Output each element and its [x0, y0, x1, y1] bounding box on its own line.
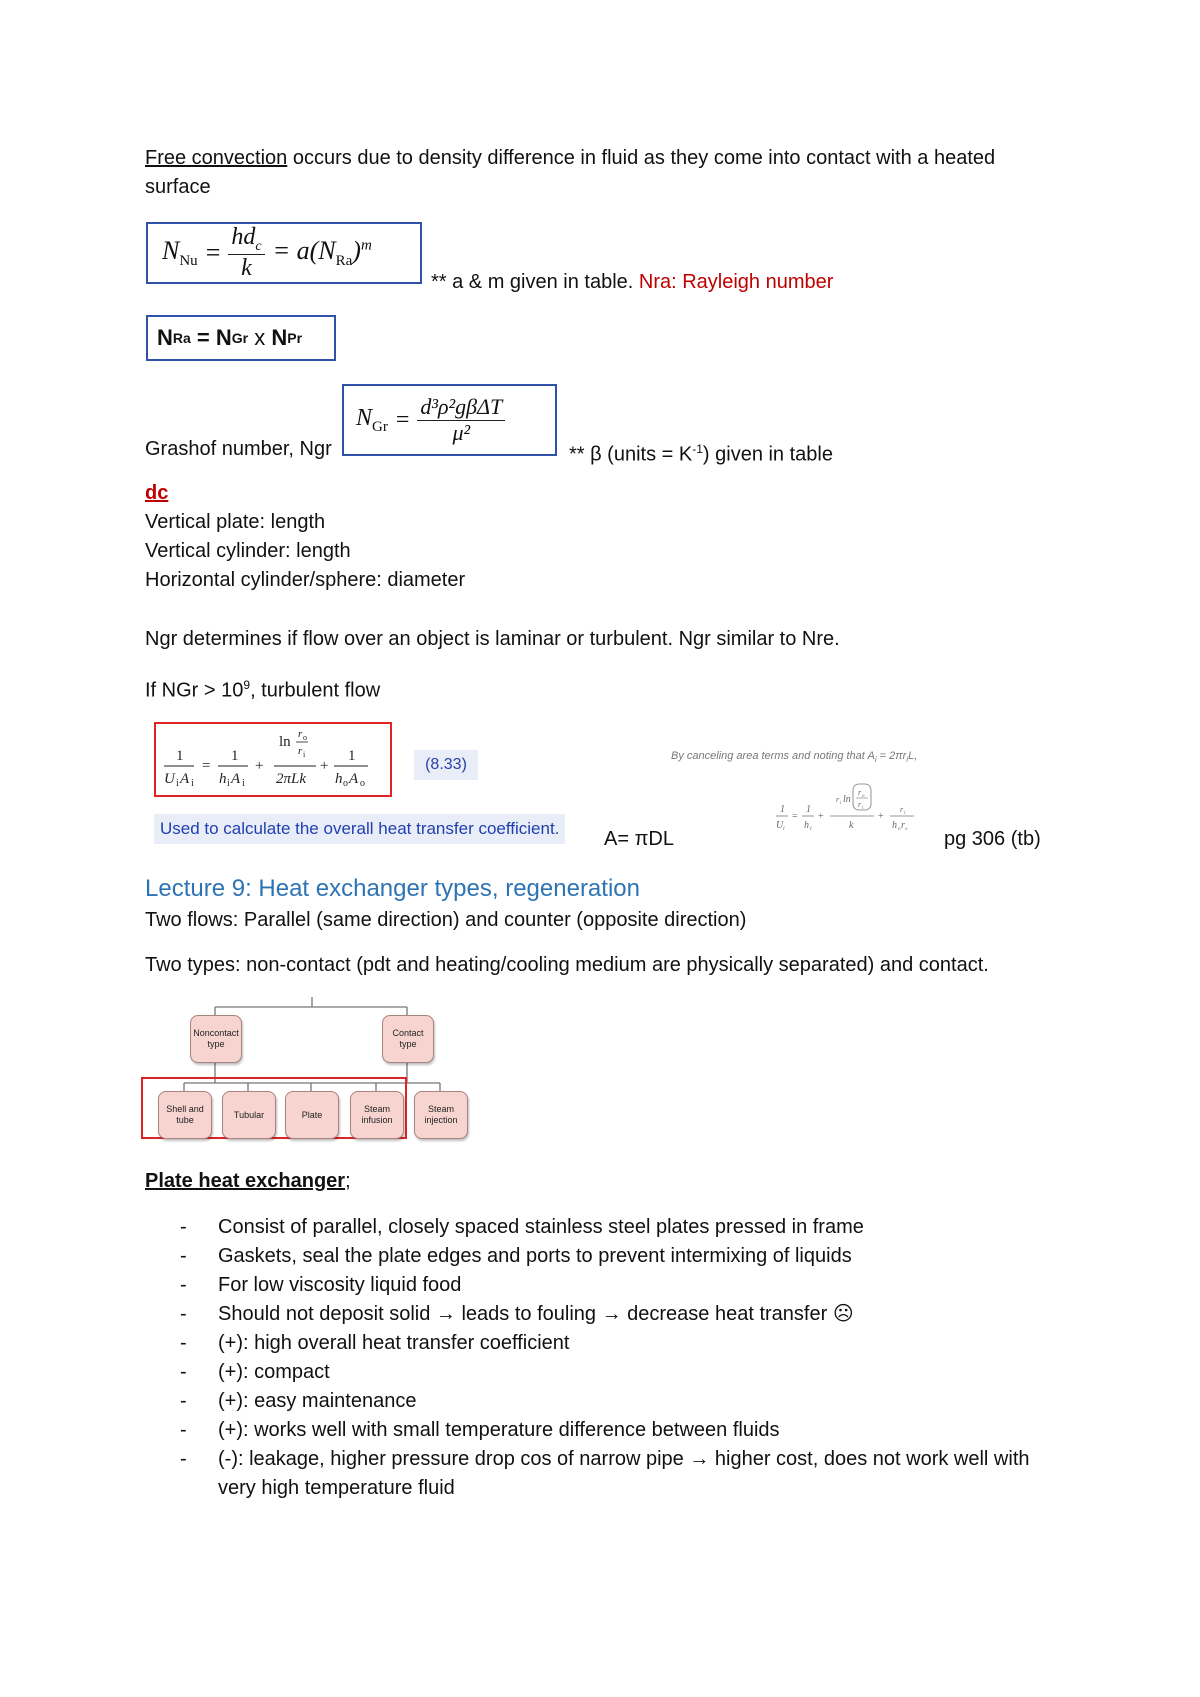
svg-text:A: A	[349, 771, 359, 787]
grashof-label: Grashof number, Ngr	[145, 438, 332, 460]
svg-text:r: r	[858, 800, 862, 809]
bullet-marker: -	[180, 1361, 187, 1383]
rayleigh-eq: =	[190, 325, 216, 350]
svg-text:r: r	[298, 745, 303, 757]
svg-text:o: o	[898, 827, 901, 832]
turbulent-pre: If NGr > 10	[145, 679, 244, 702]
bullet-marker: -	[180, 1419, 187, 1441]
nusselt-note-text: ** a & m given in table.	[431, 271, 639, 293]
nusselt-fraction	[228, 224, 264, 282]
rayleigh-n2: N	[215, 325, 232, 350]
nusselt-num-sub: c	[255, 239, 262, 254]
svg-text:1: 1	[176, 748, 184, 764]
types-line: Two types: non-contact (pdt and heating/cooling medium are physically separated) and contact.	[145, 954, 989, 976]
simplified-equation	[774, 774, 924, 840]
svg-text:+: +	[878, 811, 884, 822]
svg-text:i: i	[904, 811, 906, 816]
canceling-note-post-sub: i	[906, 755, 909, 765]
svg-text:A: A	[231, 771, 241, 787]
overall-equation-box	[154, 722, 392, 797]
dc-item: Vertical plate: length	[145, 511, 326, 533]
grashof-denominator: μ²	[452, 419, 471, 445]
grashof-numerator: d³ρ²gβΔT	[417, 395, 505, 420]
turbulent-line	[145, 671, 380, 706]
nusselt-lhs	[162, 236, 198, 270]
rayleigh-s1: Ra	[172, 330, 191, 346]
svg-text:o: o	[303, 733, 307, 742]
svg-text:ln: ln	[279, 734, 291, 750]
rayleigh-s3: Pr	[287, 330, 303, 346]
svg-text:1: 1	[806, 804, 811, 815]
svg-text:o: o	[862, 794, 865, 799]
bullet-item: For low viscosity liquid food	[218, 1274, 462, 1296]
tree-node-tubular: Tubular	[222, 1091, 276, 1139]
bullet-marker: -	[180, 1216, 187, 1238]
grashof-lhs-n: N	[356, 404, 373, 431]
canceling-note-text: By canceling area terms and noting that A	[671, 750, 875, 762]
svg-text:i: i	[242, 778, 245, 789]
page-reference: pg 306 (tb)	[944, 828, 1041, 850]
bullet-marker: -	[180, 1274, 187, 1296]
svg-text:o: o	[343, 778, 348, 789]
rayleigh-s2: Gr	[231, 330, 249, 346]
lecture-heading: Lecture 9: Heat exchanger types, regeneration	[145, 875, 640, 902]
grashof-note-post: ) given in table	[702, 443, 833, 466]
svg-text:+: +	[255, 758, 264, 774]
bullet-item: Should not deposit solid → leads to fouling → decrease heat transfer ☹	[218, 1303, 854, 1325]
svg-text:i: i	[191, 778, 194, 789]
svg-text:h: h	[335, 771, 343, 787]
ngr-line: Ngr determines if flow over an object is laminar or turbulent. Ngr similar to Nre.	[145, 628, 840, 650]
svg-text:k: k	[849, 820, 854, 831]
dc-heading: dc	[145, 482, 169, 504]
turbulent-sup: 9	[243, 678, 251, 692]
svg-text:1: 1	[348, 748, 356, 764]
svg-text:+: +	[818, 811, 824, 822]
grashof-lhs	[356, 405, 388, 436]
free-convection-text: occurs due to density difference in fluid as they come into contact with a heated	[287, 147, 996, 169]
rayleigh-note: Nra: Rayleigh number	[638, 271, 834, 293]
nusselt-rhs-text: = a(N	[272, 235, 336, 265]
svg-text:A: A	[180, 771, 190, 787]
canceling-note-post: = 2πr	[876, 750, 907, 762]
turbulent-post: , turbulent flow	[250, 679, 381, 702]
tree-node-plate: Plate	[285, 1091, 339, 1139]
svg-text:i: i	[840, 801, 842, 806]
plate-heading: Plate heat exchanger	[145, 1170, 346, 1192]
grashof-note-pre: ** β (units = K	[569, 443, 693, 466]
nusselt-note	[431, 268, 833, 297]
svg-text:i: i	[227, 778, 230, 789]
bullet-item: (+): compact	[218, 1361, 330, 1383]
grashof-fraction	[417, 395, 505, 444]
overall-caption: Used to calculate the overall heat transfer coefficient.	[154, 814, 565, 844]
svg-text:r: r	[900, 805, 904, 814]
nusselt-equation	[146, 222, 422, 284]
bullet-marker: -	[180, 1303, 187, 1325]
nusselt-rhs-exp: m	[360, 237, 372, 254]
free-convection-line	[145, 144, 995, 173]
svg-text:i: i	[810, 826, 812, 832]
canceling-note-sub: i	[874, 755, 877, 765]
rayleigh-n3: N	[271, 325, 288, 350]
svg-text:=: =	[792, 811, 798, 822]
svg-text:1: 1	[231, 748, 239, 764]
svg-text:r: r	[298, 728, 303, 740]
svg-text:h: h	[219, 771, 227, 787]
svg-text:+: +	[320, 758, 329, 774]
tree-node-noncontact: Noncontact type	[190, 1015, 242, 1063]
flows-line: Two flows: Parallel (same direction) and counter (opposite direction)	[145, 909, 747, 931]
svg-text:o: o	[360, 778, 365, 789]
overall-equation-svg	[156, 724, 390, 795]
free-convection-term: Free convection	[145, 147, 288, 169]
nusselt-num-text: hd	[231, 224, 256, 251]
svg-text:ln: ln	[843, 794, 851, 805]
svg-text:i: i	[176, 778, 179, 789]
bullet-marker: -	[180, 1448, 187, 1470]
bullet-item: (+): works well with small temperature difference between fluids	[218, 1419, 780, 1441]
rayleigh-n1: N	[157, 325, 173, 350]
svg-text:h: h	[804, 820, 809, 831]
nusselt-lhs-sub: Nu	[179, 253, 198, 270]
bullet-item-continuation: very high temperature fluid	[218, 1477, 455, 1499]
bullet-marker: -	[180, 1245, 187, 1267]
dc-item: Vertical cylinder: length	[145, 540, 351, 562]
svg-text:2πLk: 2πLk	[276, 771, 307, 787]
bullet-marker: -	[180, 1332, 187, 1354]
plate-heading-suffix: ;	[345, 1170, 351, 1192]
tree-node-steam-infusion: Steam infusion	[350, 1091, 404, 1139]
svg-text:h: h	[892, 820, 897, 831]
nusselt-lhs-n: N	[162, 235, 180, 265]
grashof-note-sup: -1	[692, 442, 703, 456]
svg-text:i: i	[303, 750, 306, 759]
bullet-item: (+): high overall heat transfer coefficient	[218, 1332, 570, 1354]
bullet-item: Consist of parallel, closely spaced stainless steel plates pressed in frame	[218, 1216, 864, 1238]
bullet-item: Gaskets, seal the plate edges and ports to prevent intermixing of liquids	[218, 1245, 852, 1267]
equation-number: (8.33)	[414, 750, 478, 780]
canceling-note	[671, 750, 917, 764]
nusselt-rhs-end: )	[352, 235, 361, 265]
bullet-item: (-): leakage, higher pressure drop cos of narrow pipe → higher cost, does not work well with	[218, 1448, 1030, 1470]
simplified-equation-svg	[774, 774, 924, 840]
nusselt-denominator: k	[241, 255, 252, 282]
tree-node-shell-and-tube: Shell and tube	[158, 1091, 212, 1139]
nusselt-rhs	[273, 236, 372, 270]
svg-text:r: r	[858, 788, 862, 797]
nusselt-rhs-sub: Ra	[335, 253, 353, 270]
svg-text:r: r	[836, 795, 840, 804]
grashof-lhs-sub: Gr	[372, 418, 388, 435]
rayleigh-x: x	[248, 325, 272, 350]
equals-sign: =	[395, 406, 410, 433]
bullet-item: (+): easy maintenance	[218, 1390, 417, 1412]
dc-item: Horizontal cylinder/sphere: diameter	[145, 569, 466, 591]
svg-text:o: o	[905, 827, 908, 832]
svg-text:r: r	[901, 820, 905, 831]
svg-text:=: =	[202, 758, 211, 774]
free-convection-line2: surface	[145, 176, 211, 198]
tree-node-contact: Contact type	[382, 1015, 434, 1063]
plate-heading-line	[145, 1167, 351, 1196]
svg-text:i: i	[783, 826, 785, 832]
bullet-marker: -	[180, 1390, 187, 1412]
svg-text:U: U	[776, 820, 784, 831]
exchanger-type-tree	[140, 995, 480, 1145]
svg-text:i: i	[862, 806, 864, 811]
area-formula: A= πDL	[604, 828, 674, 850]
nusselt-numerator	[228, 224, 264, 255]
grashof-note	[569, 435, 833, 470]
svg-text:U: U	[164, 771, 175, 787]
grashof-equation	[342, 384, 557, 456]
tree-node-steam-injection: Steam injection	[414, 1091, 468, 1139]
equals-sign: =	[205, 238, 221, 267]
rayleigh-equation	[146, 315, 336, 361]
svg-text:1: 1	[780, 804, 785, 815]
canceling-note-end: L,	[908, 750, 918, 762]
